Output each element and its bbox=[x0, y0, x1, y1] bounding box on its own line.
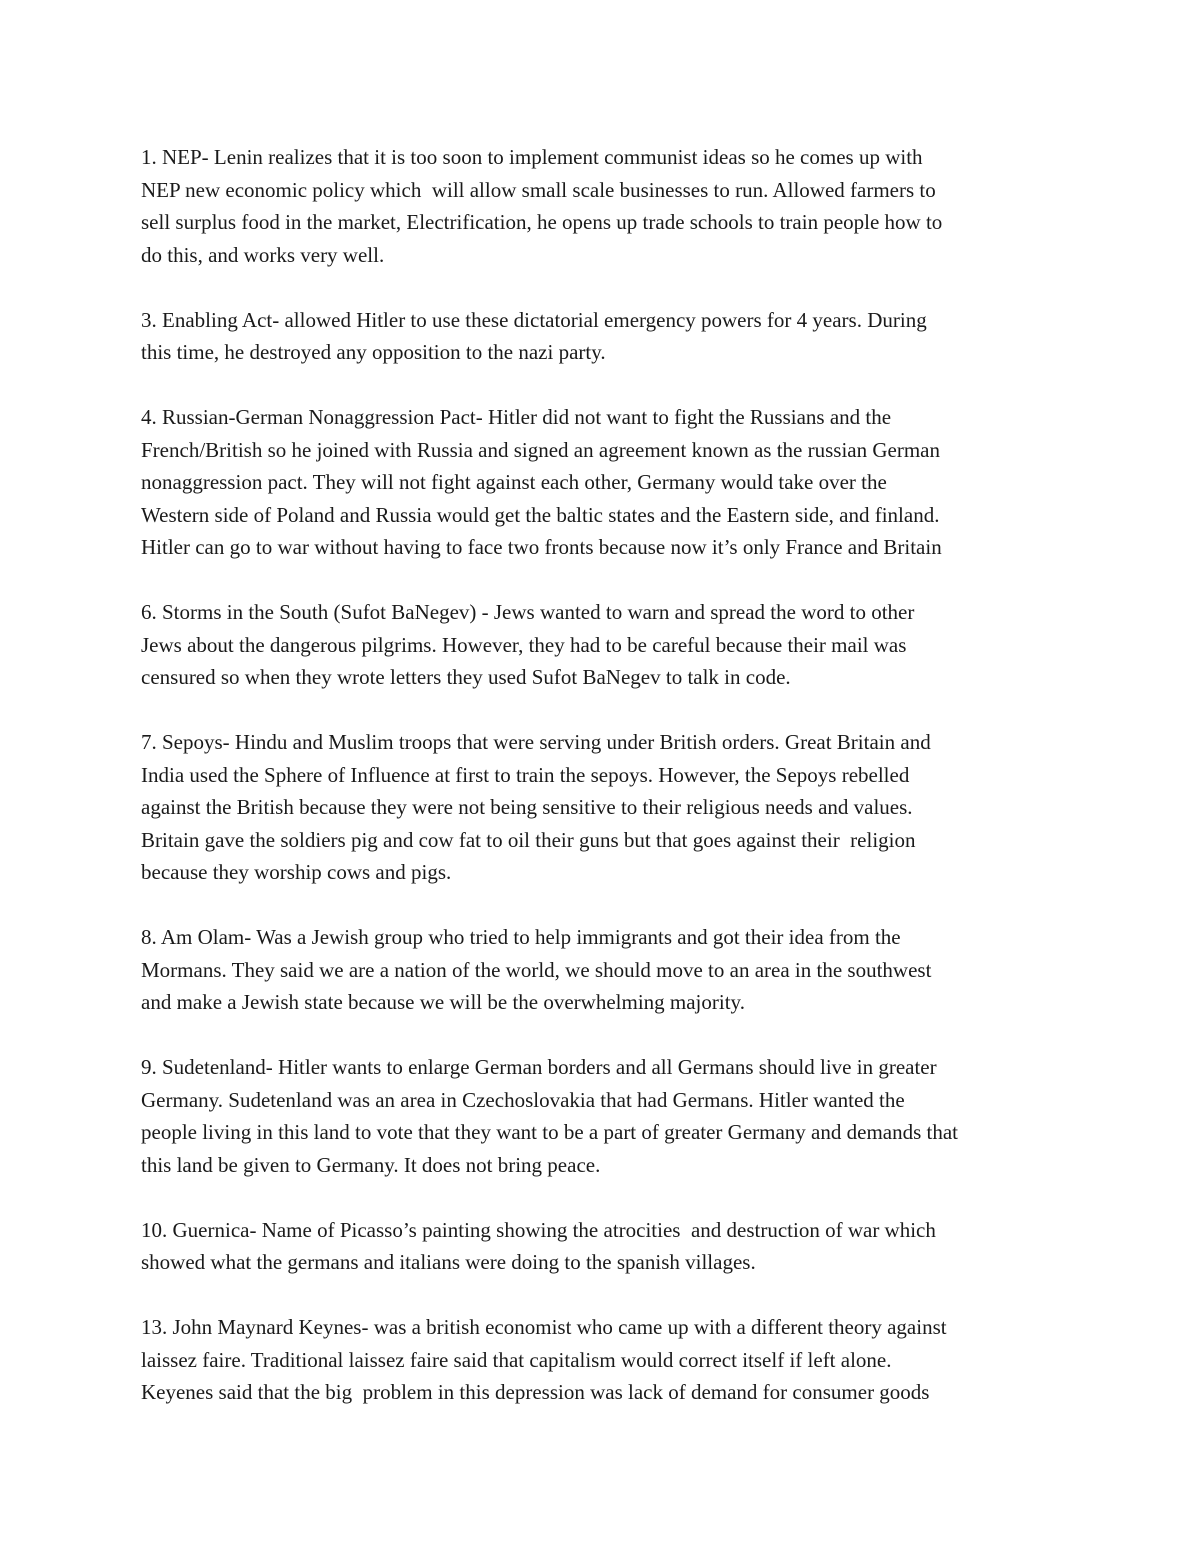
paragraph-am-olam bbox=[141, 921, 1061, 1019]
text-line: sell surplus food in the market, Electrification, he opens up trade schools to train people how to bbox=[141, 210, 943, 234]
text-line: 10. Guernica- Name of Picasso’s painting showing the atrocities and destruction of war which bbox=[141, 1217, 936, 1242]
text-line: 8. Am Olam- Was a Jewish group who tried to help immigrants and got their idea from the bbox=[141, 925, 901, 949]
text-line: Jews about the dangerous pilgrims. However, they had to be careful because their mail was bbox=[141, 632, 907, 657]
paragraph-nonaggression-pact bbox=[141, 401, 1061, 564]
text-line: because they worship cows and pigs. bbox=[141, 860, 452, 884]
text-line: 7. Sepoys- Hindu and Muslim troops that were serving under British orders. Great Britain and bbox=[141, 730, 931, 754]
text-line: 4. Russian-German Nonaggression Pact- Hitler did not want to fight the Russians and the bbox=[141, 405, 892, 429]
document-body bbox=[141, 141, 1061, 1441]
text-line: and make a Jewish state because we will be the overwhelming majority. bbox=[141, 990, 745, 1014]
text-line: this land be given to Germany. It does not bring peace. bbox=[141, 1152, 601, 1177]
paragraph-guernica bbox=[141, 1214, 1061, 1279]
paragraph-storms-in-the-south bbox=[141, 596, 1061, 694]
text-line: India used the Sphere of Influence at first to train the sepoys. However, the Sepoys rebelled bbox=[141, 762, 910, 787]
text-line: Mormans. They said we are a nation of the world, we should move to an area in the southwest bbox=[141, 957, 932, 982]
paragraph-sepoys bbox=[141, 726, 1061, 889]
text-line: French/British so he joined with Russia and signed an agreement known as the russian German bbox=[141, 437, 941, 462]
text-line: Hitler can go to war without having to face two fronts because now it’s only France and Britain bbox=[141, 535, 942, 559]
text-line: 6. Storms in the South (Sufot BaNegev) - Jews wanted to warn and spread the word to other bbox=[141, 600, 915, 624]
text-line: against the British because they were not being sensitive to their religious needs and values. bbox=[141, 795, 913, 819]
text-line: 3. Enabling Act- allowed Hitler to use these dictatorial emergency powers for 4 years. During bbox=[141, 307, 927, 332]
text-line: Western side of Poland and Russia would get the baltic states and the Eastern side, and finland. bbox=[141, 502, 940, 527]
text-line: NEP new economic policy which will allow small scale businesses to run. Allowed farmers to bbox=[141, 177, 936, 202]
text-line: nonaggression pact. They will not fight against each other, Germany would take over the bbox=[141, 470, 887, 494]
text-line: do this, and works very well. bbox=[141, 242, 385, 267]
text-line: 9. Sudetenland- Hitler wants to enlarge German borders and all Germans should live in greater bbox=[141, 1055, 937, 1079]
text-line: censured so when they wrote letters they used Sufot BaNegev to talk in code. bbox=[141, 665, 791, 689]
text-line: Germany. Sudetenland was an area in Czechoslovakia that had Germans. Hitler wanted the bbox=[141, 1087, 905, 1112]
paragraph-nep bbox=[141, 141, 1061, 271]
paragraph-enabling-act bbox=[141, 304, 1061, 369]
text-line: people living in this land to vote that they want to be a part of greater Germany and demands that bbox=[141, 1120, 959, 1144]
text-line: showed what the germans and italians were doing to the spanish villages. bbox=[141, 1250, 756, 1274]
text-line: 1. NEP- Lenin realizes that it is too soon to implement communist ideas so he comes up with bbox=[141, 145, 923, 169]
text-line: Keyenes said that the big problem in this depression was lack of demand for consumer goods bbox=[141, 1380, 930, 1404]
text-line: this time, he destroyed any opposition to the nazi party. bbox=[141, 340, 606, 364]
text-line: laissez faire. Traditional laissez faire said that capitalism would correct itself if left alone. bbox=[141, 1347, 892, 1372]
paragraph-keynes bbox=[141, 1311, 1061, 1409]
text-line: Britain gave the soldiers pig and cow fat to oil their guns but that goes against their religion bbox=[141, 827, 916, 852]
text-line: 13. John Maynard Keynes- was a british economist who came up with a different theory against bbox=[141, 1315, 947, 1339]
paragraph-sudetenland bbox=[141, 1051, 1061, 1181]
